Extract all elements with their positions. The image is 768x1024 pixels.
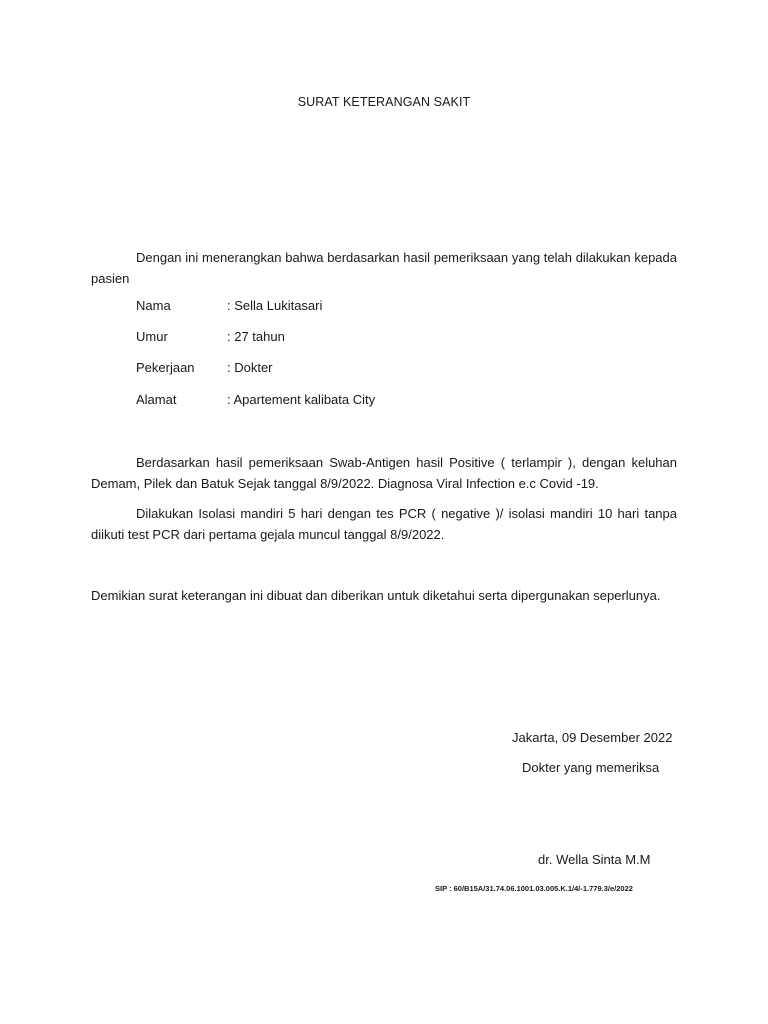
signature-place-date: Jakarta, 09 Desember 2022 [512,730,673,745]
result-paragraph: Berdasarkan hasil pemeriksaan Swab-Antigen hasil Positive ( terlampir ), dengan keluhan Demam, Pilek dan Batuk Sejak tanggal 8/9/2022. Diagnosa Viral Infection e.c Covid -19. [91,455,677,491]
signature-sip-number: SIP : 60/B15A/31.74.06.1001.03.005.K.1/4/-1.779.3/e/2022 [435,884,633,893]
field-alamat [136,392,375,407]
field-umur-label: Umur [136,329,168,344]
field-pekerjaan [136,360,273,375]
signature-role: Dokter yang memeriksa [522,760,660,775]
signature-doctor-name: dr. Wella Sinta M.M [538,852,651,867]
field-alamat-label: Alamat [136,392,177,407]
field-pekerjaan-label: Pekerjaan [136,360,195,375]
field-umur-value: : 27 tahun [227,329,285,344]
isolation-paragraph: Dilakukan Isolasi mandiri 5 hari dengan tes PCR ( negative )/ isolasi mandiri 10 hari tanpa diikuti test PCR dari pertama gejala muncul tanggal 8/9/2022. [91,506,677,542]
field-pekerjaan-value: : Dokter [227,360,273,375]
field-nama-value: : Sella Lukitasari [227,298,323,313]
field-umur [136,329,285,344]
intro-paragraph: Dengan ini menerangkan bahwa berdasarkan hasil pemeriksaan yang telah dilakukan kepada pasien [91,250,677,286]
document-title: SURAT KETERANGAN SAKIT [297,95,471,109]
field-alamat-value: : Apartement kalibata City [227,392,376,407]
closing-paragraph: Demikian surat keterangan ini dibuat dan diberikan untuk diketahui serta dipergunakan seperlunya. [91,588,661,603]
field-nama [136,298,322,313]
field-nama-label: Nama [136,298,171,313]
